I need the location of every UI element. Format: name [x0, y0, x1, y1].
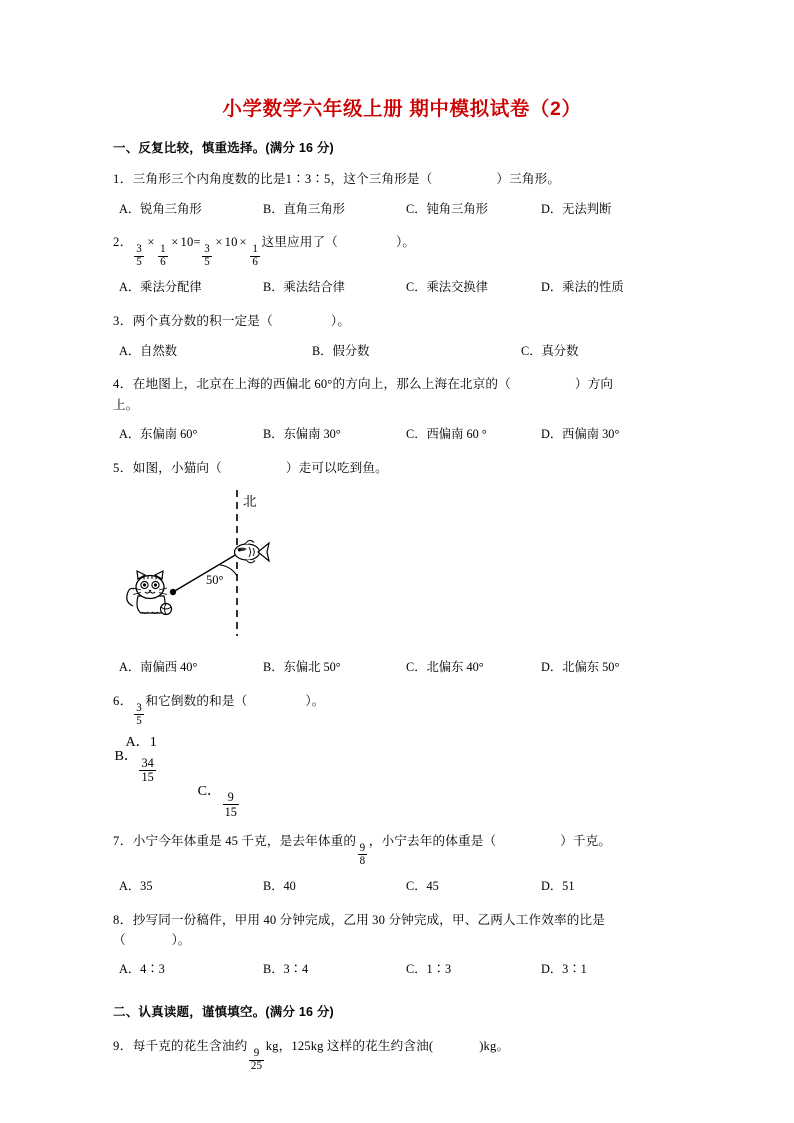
question-5: [113, 458, 691, 678]
question-5-stem: [113, 458, 691, 478]
question-2-option-d[interactable]: D．乘法的性质: [541, 280, 624, 295]
question-1-option-b[interactable]: B．直角三角形: [263, 201, 345, 216]
question-6: [113, 691, 691, 818]
angle-label: 50°: [206, 573, 224, 588]
multiply-sign-3: ×: [215, 235, 223, 250]
question-9-text-c: )kg。: [479, 1039, 510, 1054]
question-9: [113, 1036, 691, 1072]
question-8-option-c[interactable]: C．1∶3: [406, 962, 452, 977]
question-5-option-c[interactable]: C．北偏东 40°: [406, 660, 484, 675]
question-8-stem-line2: [113, 930, 691, 950]
question-4-option-c[interactable]: C．西偏南 60 °: [406, 426, 487, 441]
question-5-text-b: ）走可以吃到鱼。: [285, 460, 388, 475]
question-7-fraction: $\frac{9}{8}$: [359, 841, 366, 867]
question-6-option-a[interactable]: A．1: [125, 734, 157, 751]
question-2-option-c[interactable]: C．乘法交换律: [406, 280, 488, 295]
question-4-stem-line2: 上。: [113, 397, 139, 412]
question-3-options: [113, 342, 691, 362]
question-6-option-b[interactable]: B． $\frac{34}{15}$: [114, 748, 154, 785]
question-7-option-c[interactable]: C．45: [406, 878, 439, 893]
question-5-number: 5．: [113, 460, 133, 475]
question-6-number: 6．: [113, 693, 133, 708]
question-5-option-d[interactable]: D．北偏东 50°: [541, 660, 620, 675]
question-5-option-b[interactable]: B．东偏北 50°: [263, 660, 341, 675]
question-2-fraction-4: $\frac{1}{6}$: [252, 243, 258, 269]
question-7-option-b[interactable]: B．40: [263, 878, 296, 893]
cat-fish-direction-diagram: [115, 484, 395, 644]
question-2-fraction-3: $\frac{3}{5}$: [204, 243, 210, 269]
question-3-text-b: ）。: [330, 314, 351, 329]
question-3-number: 3．: [113, 314, 133, 329]
question-5-options: [113, 658, 691, 678]
question-2-options: [113, 278, 691, 298]
question-2-fraction-1: $\frac{3}{5}$: [136, 243, 142, 269]
question-6-option-c[interactable]: C． $\frac{9}{15}$: [197, 782, 237, 819]
north-label: 北: [243, 494, 257, 510]
question-6-option-c-fraction: $\frac{9}{15}$: [224, 790, 237, 819]
question-4-options: [113, 425, 691, 445]
question-8-paren-open: （: [113, 932, 126, 947]
section-heading-1: 一、反复比较，慎重选择。(满分 16 分): [113, 141, 334, 156]
question-4-text-a: 在地图上，北京在上海的西偏北 60°的方向上，那么上海在北京的（: [132, 377, 511, 392]
fish-icon: [235, 540, 270, 562]
question-3-stem: [113, 311, 691, 331]
question-1-number: 1．: [113, 172, 133, 187]
question-6-option-b-fraction: $\frac{34}{15}$: [141, 755, 154, 785]
direction-ray: [173, 554, 237, 592]
question-2-text-tail: 这里应用了（: [261, 235, 338, 250]
question-8-text-a: 抄写同一份稿件，甲用 40 分钟完成，乙用 30 分钟完成，甲、乙两人工作效率的比是: [132, 912, 605, 927]
question-1: [113, 169, 691, 219]
question-1-options: [113, 200, 691, 220]
question-9-text-a: 每千克的花生含油约: [132, 1039, 248, 1054]
question-1-option-c[interactable]: C．钝角三角形: [406, 201, 488, 216]
question-6-stem: [113, 691, 691, 727]
question-7-number: 7．: [113, 833, 133, 848]
question-4-stem: [113, 374, 691, 394]
cat-position-dot: [170, 589, 176, 595]
question-7-stem: [113, 831, 691, 867]
question-4-option-b[interactable]: B．东偏南 30°: [263, 426, 341, 441]
question-7-text-c: ）千克。: [560, 833, 612, 848]
question-8-option-b[interactable]: B．3∶4: [263, 962, 309, 977]
multiply-sign-4: ×: [239, 235, 247, 250]
question-1-option-d[interactable]: D．无法判断: [541, 201, 612, 216]
question-8-stem: [113, 910, 691, 930]
question-9-text-b: ，125kg 这样的花生约含油(: [278, 1039, 434, 1054]
question-3-option-c[interactable]: C．真分数: [521, 343, 579, 358]
question-2-ten-b: 10: [224, 235, 238, 250]
question-7-text-a: 小宁今年体重是 45 千克，是去年体重的: [132, 833, 357, 848]
question-1-text-b: ，这个三角形是（: [330, 172, 433, 187]
question-6-text-a: 和它倒数的和是（: [145, 693, 248, 708]
question-9-stem: [113, 1036, 691, 1072]
cat-icon: [127, 571, 172, 615]
question-5-text-a: 如图，小猫向（: [132, 460, 222, 475]
question-5-diagram: [115, 484, 691, 648]
section-heading-2: 二、认真读题，谨慎填空。(满分 16 分): [113, 1005, 334, 1020]
question-3: [113, 311, 691, 361]
question-3-text-a: 两个真分数的积一定是（: [132, 314, 273, 329]
question-4-text-b: ）方向: [574, 377, 614, 392]
equals-sign: =: [193, 235, 201, 250]
question-5-option-a[interactable]: A．南偏西 40°: [119, 660, 198, 675]
question-2-number: 2．: [113, 235, 133, 250]
multiply-sign-2: ×: [171, 235, 179, 250]
question-9-unit-1: kg: [265, 1039, 279, 1054]
question-6-fraction: $\frac{3}{5}$: [136, 701, 142, 727]
question-2-ten-a: 10: [180, 235, 194, 250]
question-7-option-a[interactable]: A．35: [119, 878, 153, 893]
question-1-ratio: 1∶3∶5: [285, 172, 331, 187]
question-1-stem: [113, 169, 691, 189]
question-4-number: 4．: [113, 377, 133, 392]
question-8-paren-close: ）。: [171, 932, 191, 947]
question-2-text-end: ）。: [395, 235, 416, 250]
question-2: [113, 232, 691, 298]
multiply-sign-1: ×: [147, 235, 155, 250]
question-2-fraction-2: $\frac{1}{6}$: [160, 243, 166, 269]
question-7-text-b: ，小宁去年的体重是（: [368, 833, 497, 848]
question-1-option-a[interactable]: A．锐角三角形: [119, 201, 202, 216]
question-2-option-a[interactable]: A．乘法分配律: [119, 280, 202, 295]
question-8-options: [113, 960, 691, 980]
question-7: [113, 831, 691, 897]
question-8: [113, 910, 691, 980]
question-2-option-b[interactable]: B．乘法结合律: [263, 280, 345, 295]
question-3-option-b[interactable]: B．假分数: [312, 343, 370, 358]
question-6-options: [115, 735, 324, 818]
question-7-options: [113, 877, 691, 897]
question-4-option-a[interactable]: A．东偏南 60°: [119, 426, 198, 441]
question-7-option-d[interactable]: D．51: [541, 878, 575, 893]
question-4-option-d[interactable]: D．西偏南 30°: [541, 426, 620, 441]
question-4: [113, 374, 691, 444]
question-8-option-d[interactable]: D．3∶1: [541, 962, 587, 977]
question-9-number: 9．: [113, 1039, 133, 1054]
question-9-fraction: $\frac{9}{25}$: [250, 1047, 263, 1073]
question-1-text-c: ）三角形。: [496, 172, 561, 187]
page-title: 小学数学六年级上册 期中模拟试卷（2）: [222, 98, 582, 120]
question-1-text-a: 三角形三个内角度数的比是: [132, 172, 286, 187]
question-8-option-a[interactable]: A．4∶3: [119, 962, 165, 977]
question-3-option-a[interactable]: A．自然数: [119, 343, 178, 358]
question-2-stem: [113, 232, 691, 268]
question-8-number: 8．: [113, 912, 133, 927]
question-6-text-b: ）。: [305, 693, 325, 708]
